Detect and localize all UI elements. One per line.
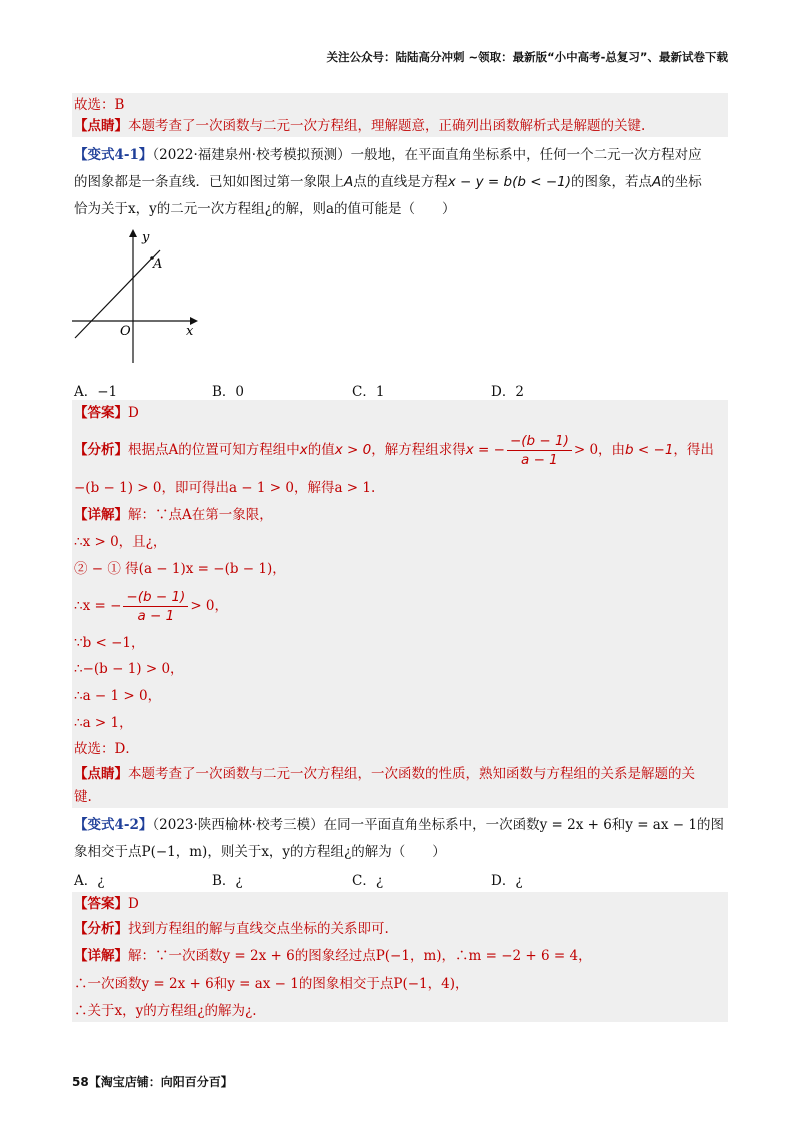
q42-detail-3: ∴关于x，y的方程组¿的解为¿. — [74, 1003, 257, 1019]
q41-step-4: ∵b < −1， — [74, 635, 145, 651]
q42-detail-2: ∴一次函数y = 2x + 6和y = ax − 1的图象相交于点P(−1，4)， — [74, 976, 469, 992]
analysis-tag: 【分析】 — [74, 442, 128, 458]
q41-option-c: C．1 — [352, 384, 385, 400]
page-header: 关注公众号：陆陆高分冲刺 ~领取：最新版“小中高考-总复习”、最新试卷下载 — [326, 50, 728, 64]
answer-value: D — [128, 405, 139, 421]
comment-text: 本题考查了一次函数与二元一次方程组，理解题意，正确列出函数解析式是解题的关键. — [128, 118, 646, 134]
q42-option-b: B．¿ — [212, 873, 243, 889]
q42-detail-1 — [74, 946, 592, 966]
q41-pointA-ref: A — [344, 174, 354, 190]
graph-y-label: y — [142, 230, 150, 245]
analysis-x-eq: x = − — [465, 442, 505, 458]
q42-answer-tag: 【答案】 — [74, 896, 128, 912]
q42-analysis-text: 找到方程组的解与直线交点坐标的关系即可. — [128, 921, 389, 937]
detail-tag: 【详解】 — [74, 507, 128, 523]
q42-analysis-tag: 【分析】 — [74, 921, 128, 937]
answer-tag: 【答案】 — [74, 405, 128, 421]
prev-comment — [74, 116, 645, 136]
q41-step-7: ∴a > 1， — [74, 715, 133, 731]
q42-tag: 【变式4-2】 — [74, 817, 153, 833]
coordinate-graph — [70, 225, 200, 365]
q42-option-c: C．¿ — [352, 873, 384, 889]
q41-analysis-1 — [74, 432, 714, 469]
fraction-numerator: −(b − 1) — [507, 432, 572, 451]
q41-step-6: ∴a − 1 > 0， — [74, 688, 162, 704]
q41-analysis-2: −(b − 1) > 0，即可得出a − 1 > 0，解得a > 1. — [74, 480, 376, 496]
q41-step-5: ∴−(b − 1) > 0， — [74, 661, 184, 677]
graph-origin-label: O — [120, 324, 131, 339]
q41-option-d: D．2 — [491, 384, 524, 400]
fraction-denominator: a − 1 — [521, 452, 558, 468]
analysis-cond: b < −1 — [625, 442, 674, 458]
function-line — [75, 250, 163, 338]
q42-text1: （2023·陕西榆林·校考三模）在同一平面直角坐标系中，一次函数y = 2x + 6和y = ax − 1的图 — [152, 817, 724, 833]
analysis-fraction — [507, 432, 572, 469]
y-arrow-icon — [129, 229, 137, 237]
q42-answer — [74, 894, 139, 914]
comment-tag: 【点睛】 — [74, 118, 128, 134]
q41-pointA-ref2: A — [651, 174, 662, 190]
q42-detail-text1: 解：∵一次函数y = 2x + 6的图象经过点P(−1，m)，∴m = −2 + 6 = 4， — [128, 948, 592, 964]
analysis-text-e: ，解方程组求得 — [371, 442, 466, 458]
q42-analysis — [74, 919, 389, 939]
comment-tag-2: 【点睛】 — [74, 766, 128, 782]
q42-answer-value: D — [128, 896, 139, 912]
step3-numerator: −(b − 1) — [123, 588, 188, 607]
q41-text2a: 的图象都是一条直线．已知如图过第一象限上 — [74, 174, 344, 190]
q41-text2d: 的坐标 — [661, 174, 702, 190]
q41-text2c: 的图象，若点 — [570, 174, 652, 190]
analysis-text-g: > 0，由 — [573, 442, 626, 458]
analysis-text-i: ，得出 — [673, 442, 714, 458]
comment-text-2: 本题考查了一次函数与二元一次方程组，一次函数的性质，熟知函数与方程组的关系是解题的关 — [128, 766, 695, 782]
q42-line1 — [74, 815, 724, 835]
q41-line3: 恰为关于x，y的二元一次方程组¿的解，则a的值可能是（ ） — [74, 201, 456, 217]
analysis-x: x — [299, 442, 308, 458]
q41-option-a: A．−1 — [74, 384, 118, 400]
analysis-ineq: x > 0 — [334, 442, 372, 458]
q41-option-b: B．0 — [212, 384, 245, 400]
step3-denominator: a − 1 — [137, 608, 175, 624]
detail-text: 解：∵点A在第一象限， — [128, 507, 273, 523]
graph-point-label: A — [153, 257, 163, 272]
q41-line1 — [74, 145, 702, 165]
q41-equation: x − y = b(b < −1) — [447, 174, 571, 190]
q41-comment-2: 键. — [74, 789, 92, 805]
page-footer: 58【淘宝店铺：向阳百分百】 — [72, 1075, 233, 1089]
graph-x-label: x — [186, 324, 194, 339]
step3-lead: ∴x = − — [74, 598, 122, 614]
q42-line2: 象相交于点P(−1，m)，则关于x，y的方程组¿的解为（ ） — [74, 844, 446, 860]
q41-answer — [74, 403, 139, 423]
q42-detail-tag: 【详解】 — [74, 948, 128, 964]
q41-line2 — [74, 172, 702, 192]
q42-option-d: D．¿ — [491, 873, 523, 889]
analysis-text-c: 的值 — [307, 442, 335, 458]
step3-fraction — [123, 588, 188, 625]
analysis-text-a: 根据点A的位置可知方程组中 — [128, 442, 300, 458]
q41-step-2: ② − ① 得(a − 1)x = −(b − 1)， — [74, 561, 286, 577]
q42-option-a: A．¿ — [74, 873, 105, 889]
q41-tag: 【变式4-1】 — [74, 147, 153, 163]
step3-tail: > 0， — [190, 598, 229, 614]
prev-answer: 故选：B — [74, 97, 125, 113]
q41-step-1: ∴x > 0，且¿， — [74, 534, 167, 550]
q41-final: 故选：D． — [74, 741, 139, 757]
q41-text1: （2022·福建泉州·校考模拟预测）一般地，在平面直角坐标系中，任何一个二元一次方程对应 — [152, 147, 702, 163]
q41-text2b: 点的直线是方程 — [353, 174, 448, 190]
q41-comment-1 — [74, 764, 695, 784]
q41-detail-0 — [74, 505, 273, 525]
q41-step-3 — [74, 588, 228, 625]
